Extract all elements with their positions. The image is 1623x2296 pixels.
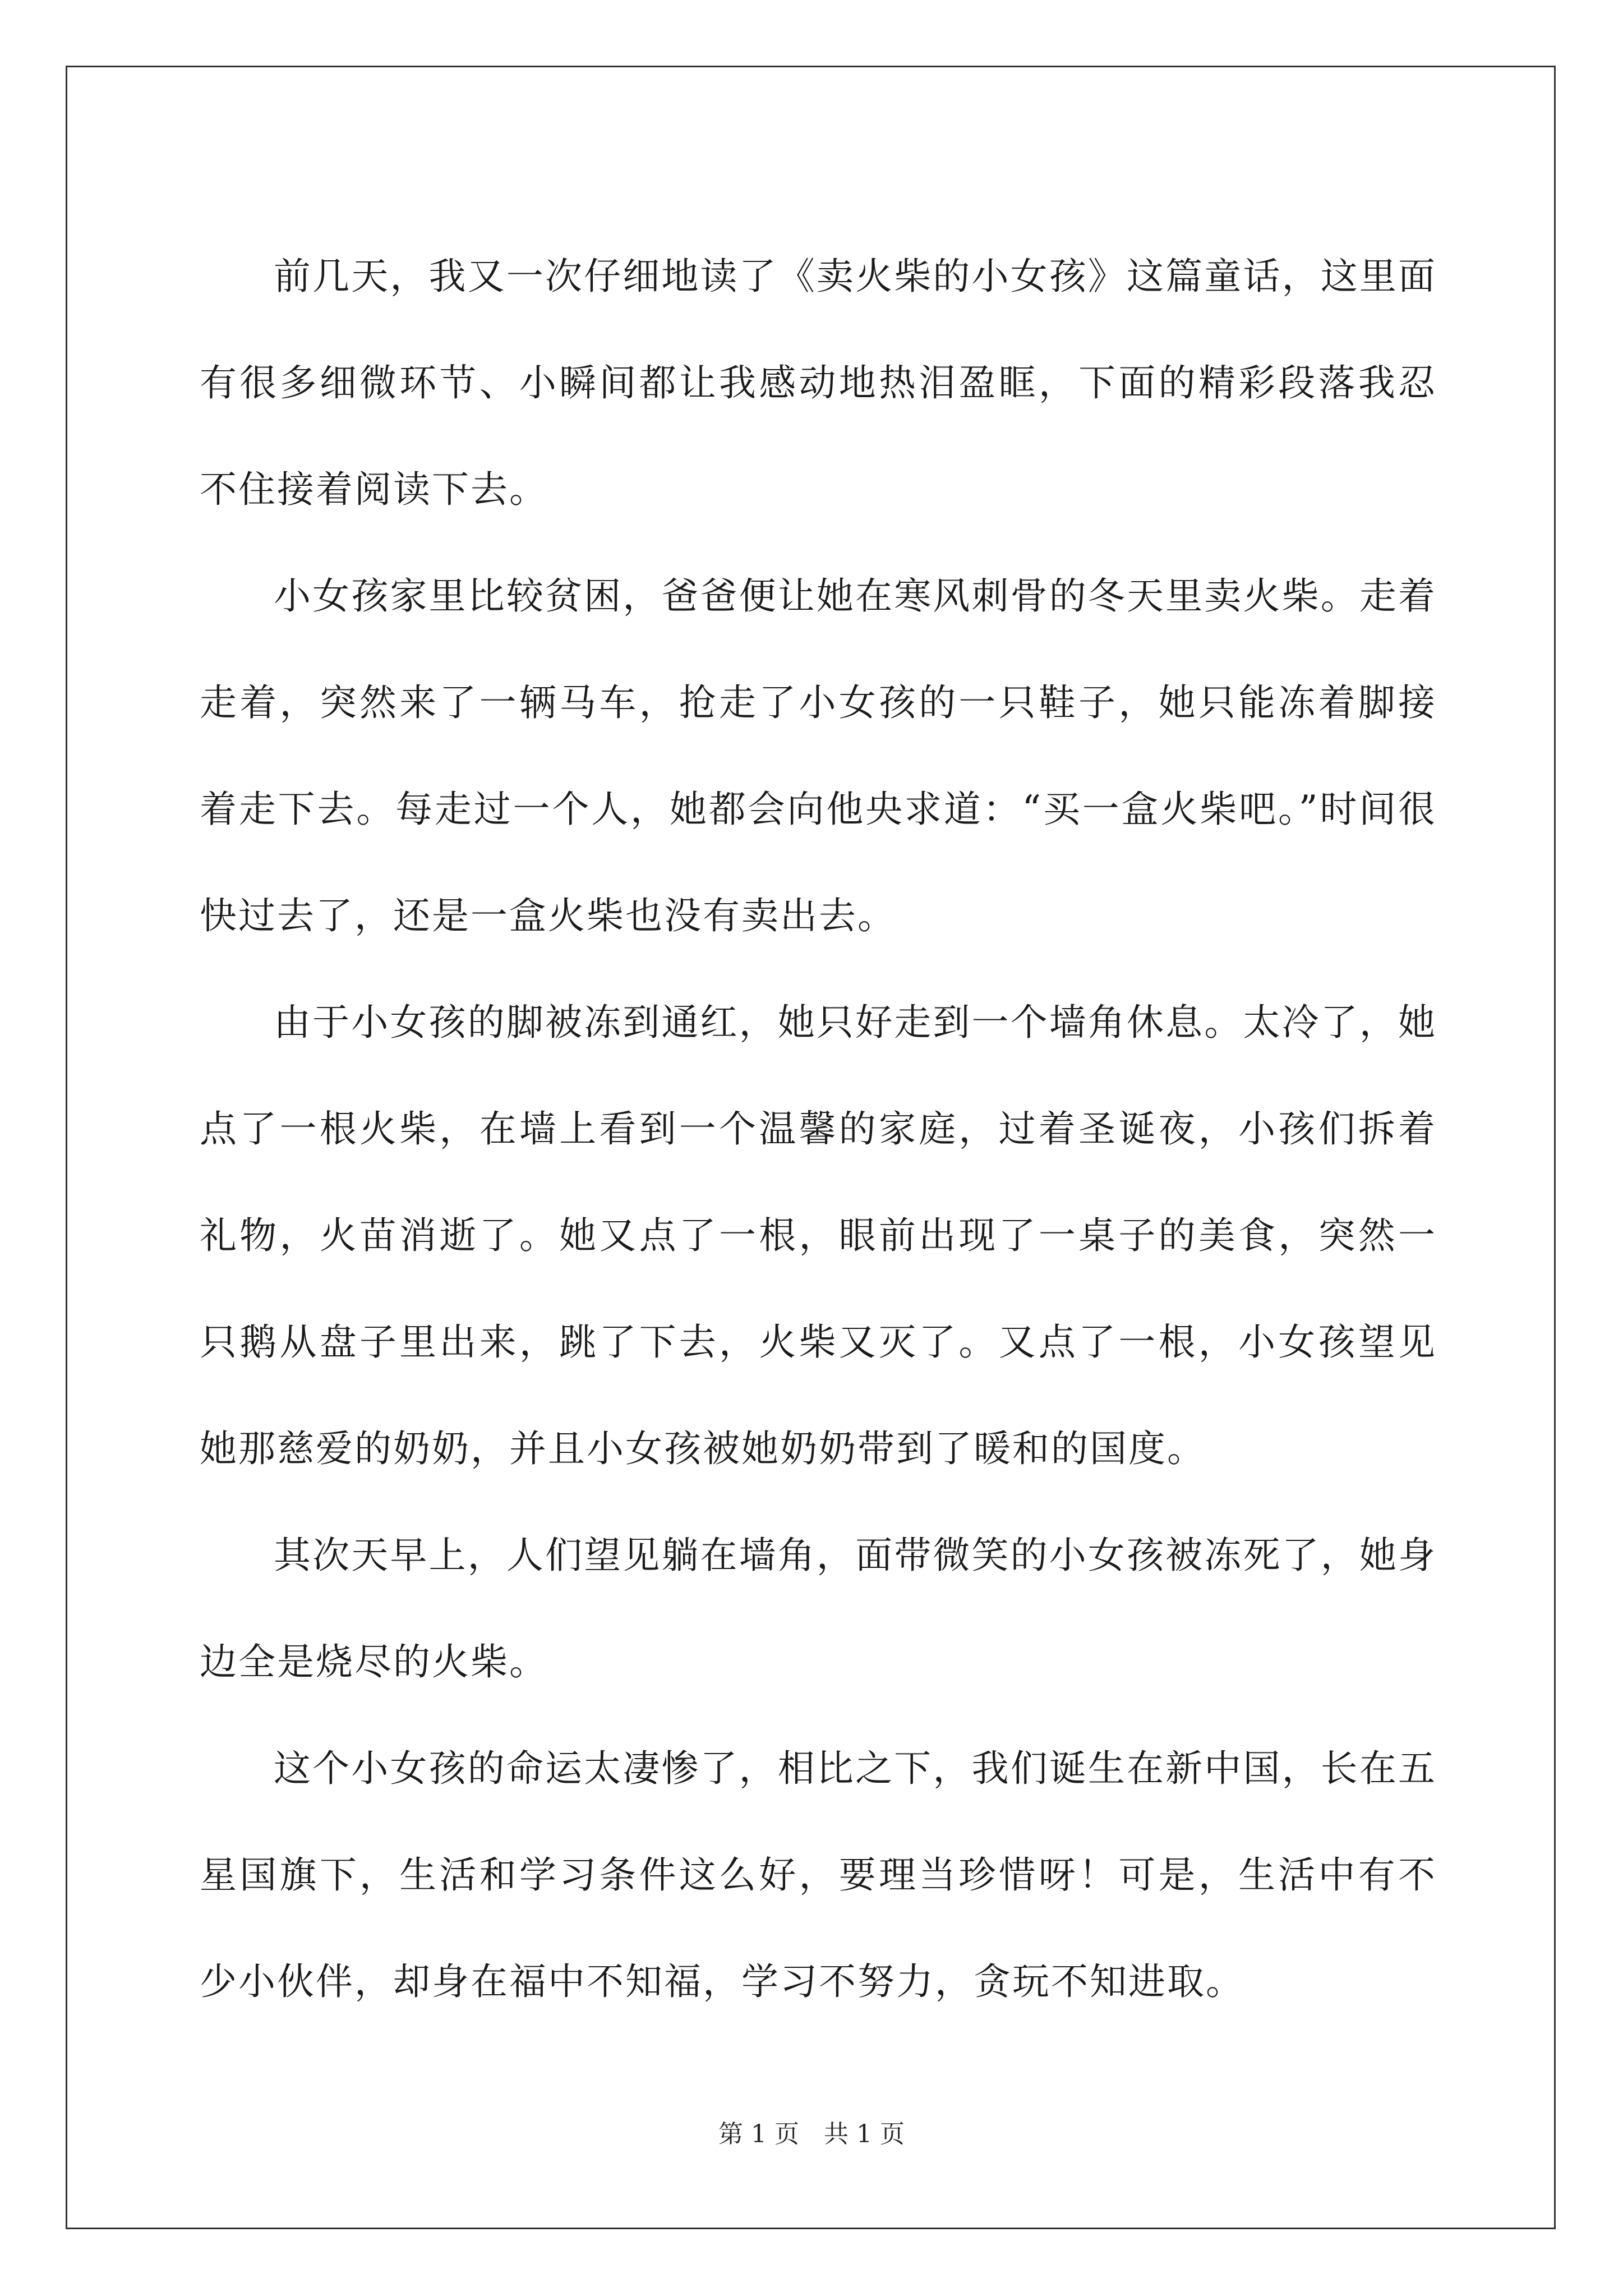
page-number-footer: 第 1 页 共 1 页	[718, 2120, 905, 2148]
document-body	[200, 223, 1437, 2035]
paragraph-3: 由于小女孩的脚被冻到通红，她只好走到一个墙角休息。太冷了，她点了一根火柴，在墙上看到一个温馨的家庭，过着圣诞夜，小孩们拆着礼物，火苗消逝了。她又点了一根，眼前出现了一桌子的美食，突然一只鹅从盘子里出来，跳了下去，火柴又灭了。又点了一根，小女孩望见她那慈爱的奶奶，并且小女孩被她奶奶带到了暖和的国度。	[200, 1001, 1437, 1470]
paragraph-5: 这个小女孩的命运太凄惨了，相比之下，我们诞生在新中国，长在五星国旗下，生活和学习条件这么好，要理当珍惜呀！可是，生活中有不少小伙伴，却身在福中不知福，学习不努力，贪玩不知进取。	[200, 1747, 1437, 2003]
paragraph-1: 前几天，我又一次仔细地读了《卖火柴的小女孩》这篇童话，这里面有很多细微环节、小瞬间都让我感动地热泪盈眶，下面的精彩段落我忍不住接着阅读下去。	[200, 255, 1437, 511]
paragraph-2: 小女孩家里比较贫困，爸爸便让她在寒风刺骨的冬天里卖火柴。走着走着，突然来了一辆马车，抢走了小女孩的一只鞋子，她只能冻着脚接着走下去。每走过一个人，她都会向他央求道：“买一盒火柴吧。”时间很快过去了，还是一盒火柴也没有卖出去。	[200, 574, 1437, 937]
paragraph-4: 其次天早上，人们望见躺在墙角，面带微笑的小女孩被冻死了，她身边全是烧尽的火柴。	[200, 1534, 1437, 1683]
